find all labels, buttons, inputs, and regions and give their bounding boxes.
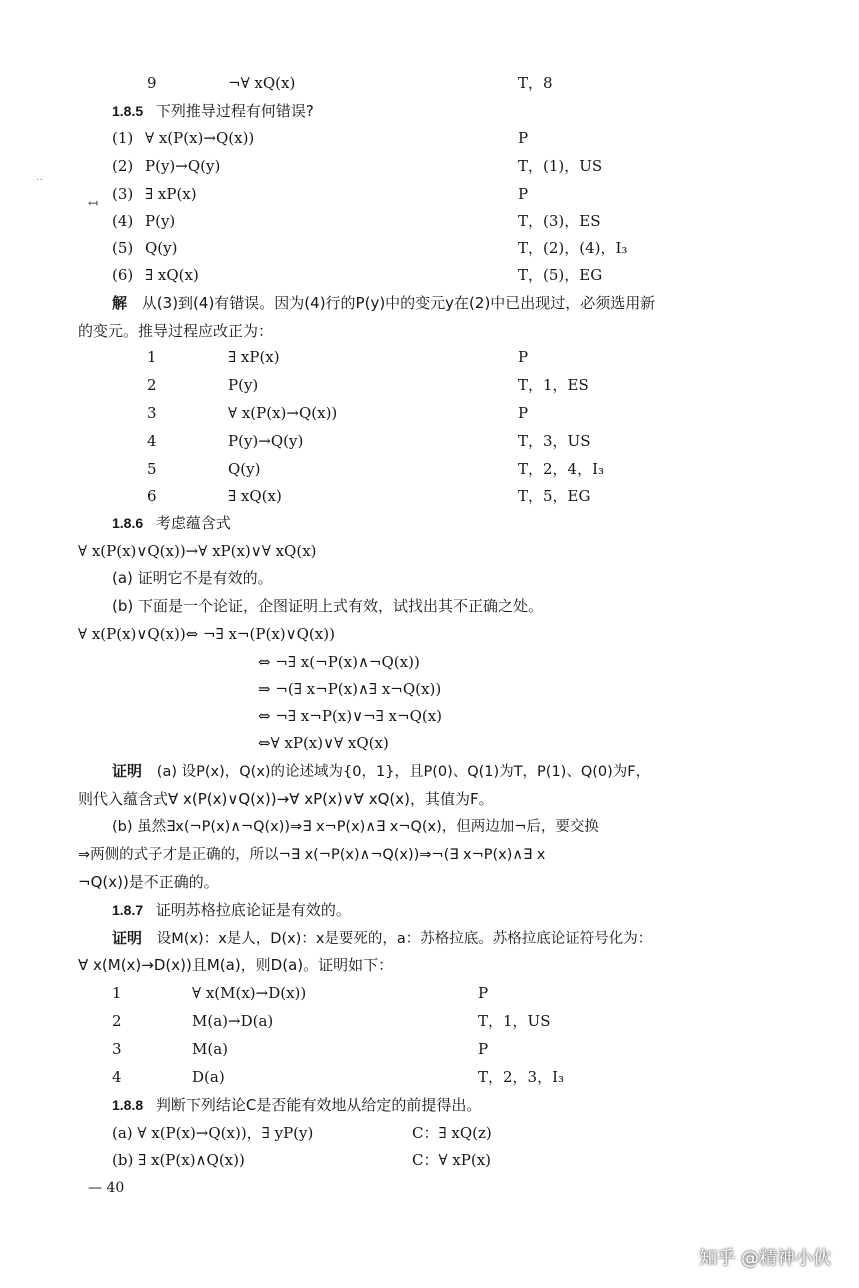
step-number: 9 bbox=[147, 74, 157, 92]
chain-line: ⇒ ¬(∃ x¬P(x)∧∃ x¬Q(x)) bbox=[258, 680, 442, 698]
step-formula: M(a) bbox=[192, 1040, 229, 1058]
step-formula: ∀ x(P(x)→Q(x)) bbox=[228, 404, 338, 422]
proof-line bbox=[112, 928, 652, 949]
step-formula: D(a) bbox=[192, 1068, 225, 1086]
step-formula: ∃ xQ(x) bbox=[228, 487, 282, 505]
step-rule: T，(2)，(4)，I₃ bbox=[518, 239, 628, 257]
solution-label: 解 bbox=[112, 294, 128, 312]
step-rule: P bbox=[518, 348, 529, 366]
step-rule: P bbox=[518, 404, 529, 422]
step-rule: T，2，3，I₃ bbox=[478, 1068, 565, 1086]
proof-label: 证明 bbox=[112, 929, 143, 947]
step-number: 3 bbox=[147, 404, 157, 422]
proof-text: ⇒两侧的式子才是正确的，所以¬∃ x(¬P(x)∧¬Q(x))⇒¬(∃ x¬P(x)∧∃ x bbox=[78, 847, 546, 863]
step-formula: ∀ x(M(x)→D(x)) bbox=[192, 984, 307, 1002]
step-formula: P(y)→Q(y) bbox=[145, 157, 221, 175]
premise-line: (b) ∃ x(P(x)∧Q(x)) bbox=[112, 1151, 245, 1169]
proof-text: 则代入蕴含式∀ x(P(x)∨Q(x))→∀ xP(x)∨∀ xQ(x)，其值为F。 bbox=[78, 790, 494, 808]
exercise-title: 考虑蕴含式 bbox=[155, 514, 231, 532]
proof-label: 证明 bbox=[112, 762, 143, 780]
step-number: 6 bbox=[147, 487, 157, 505]
step-number: 1 bbox=[147, 348, 157, 366]
step-number: (2) bbox=[112, 157, 134, 175]
step-number: (5) bbox=[112, 239, 134, 257]
exercise-number: 1.8.5 bbox=[112, 103, 144, 119]
step-formula: ∃ xQ(x) bbox=[145, 266, 199, 284]
proof-a-line bbox=[112, 761, 650, 782]
step-rule: T，5，EG bbox=[518, 487, 591, 505]
step-formula: M(a)→D(a) bbox=[192, 1012, 274, 1030]
chain-line: ⇔ ¬∃ x(¬P(x)∧¬Q(x)) bbox=[258, 653, 420, 671]
exercise-number: 1.8.8 bbox=[112, 1097, 144, 1113]
implication-formula: ∀ x(P(x)∨Q(x))→∀ xP(x)∨∀ xQ(x) bbox=[78, 542, 317, 560]
exercise-title: 证明苏格拉底论证是有效的。 bbox=[155, 901, 351, 919]
scan-mark: ‥ bbox=[36, 172, 43, 183]
step-rule: T，1，ES bbox=[518, 376, 589, 394]
proof-text: (a) 设P(x)，Q(x)的论述域为{0，1}，且P(0)、Q(1)为T，P(1)、Q(0)为F， bbox=[156, 764, 651, 780]
step-number: 3 bbox=[112, 1040, 122, 1058]
step-number: 4 bbox=[112, 1068, 122, 1086]
step-formula: Q(y) bbox=[228, 460, 261, 478]
chain-line: ⇔∀ xP(x)∨∀ xQ(x) bbox=[258, 734, 389, 752]
step-rule: T，2，4，I₃ bbox=[518, 460, 605, 478]
step-formula: P(y) bbox=[145, 212, 176, 230]
step-formula: ¬∀ xQ(x) bbox=[228, 74, 296, 92]
step-number: 2 bbox=[112, 1012, 122, 1030]
proof-text: ¬Q(x))是不正确的。 bbox=[78, 873, 219, 891]
part-a-text: (a) 证明它不是有效的。 bbox=[112, 569, 273, 587]
step-number: 4 bbox=[147, 432, 157, 450]
solution-text: 从(3)到(4)有错误。因为(4)行的P(y)中的变元y在(2)中已出现过，必须选用新 bbox=[141, 294, 656, 312]
step-rule: T，8 bbox=[518, 74, 553, 92]
proof-text: 设M(x)：x是人，D(x)：x是要死的，a：苏格拉底。苏格拉底论证符号化为： bbox=[156, 931, 653, 947]
step-formula: ∃ xP(x) bbox=[145, 185, 197, 203]
exercise-heading-1-8-7 bbox=[112, 900, 351, 920]
step-number: 2 bbox=[147, 376, 157, 394]
chain-line: ⇔ ¬∃ x¬P(x)∨¬∃ x¬Q(x) bbox=[258, 707, 443, 725]
step-formula: P(y) bbox=[228, 376, 259, 394]
exercise-heading-1-8-5 bbox=[112, 101, 314, 121]
step-formula: ∃ xP(x) bbox=[228, 348, 280, 366]
step-rule: P bbox=[478, 1040, 489, 1058]
step-number: (4) bbox=[112, 212, 134, 230]
exercise-title: 判断下列结论C是否能有效地从给定的前提得出。 bbox=[155, 1096, 482, 1114]
step-formula: ∀ x(P(x)→Q(x)) bbox=[145, 129, 255, 147]
exercise-number: 1.8.6 bbox=[112, 515, 144, 531]
step-rule: T，1，US bbox=[478, 1012, 551, 1030]
page-number: — 40 bbox=[88, 1180, 125, 1196]
exercise-heading-1-8-6 bbox=[112, 513, 231, 533]
step-rule: T，(3)，ES bbox=[518, 212, 601, 230]
proof-text: ∀ x(M(x)→D(x))且M(a)，则D(a)。证明如下： bbox=[78, 956, 394, 974]
conclusion-line: C：∀ xP(x) bbox=[412, 1151, 492, 1169]
step-rule: T，3，US bbox=[518, 432, 591, 450]
step-rule: P bbox=[518, 185, 529, 203]
solution-text: 的变元。推导过程应改正为： bbox=[78, 322, 274, 340]
step-number: (1) bbox=[112, 129, 134, 147]
step-number: 5 bbox=[147, 460, 157, 478]
premise-line: (a) ∀ x(P(x)→Q(x))，∃ yP(y) bbox=[112, 1124, 314, 1142]
exercise-number: 1.8.7 bbox=[112, 902, 144, 918]
zhihu-watermark: 知乎 @精神小伙 bbox=[699, 1248, 831, 1269]
solution-line bbox=[112, 293, 655, 313]
step-number: (6) bbox=[112, 266, 134, 284]
chain-line: ∀ x(P(x)∨Q(x))⇔ ¬∃ x¬(P(x)∨Q(x)) bbox=[78, 625, 335, 643]
step-rule: T，(1)，US bbox=[518, 157, 603, 175]
step-formula: Q(y) bbox=[145, 239, 178, 257]
step-number: (3) bbox=[112, 185, 134, 203]
step-rule: P bbox=[518, 129, 529, 147]
step-rule: T，(5)，EG bbox=[518, 266, 603, 284]
exercise-title: 下列推导过程有何错误? bbox=[155, 102, 314, 120]
exercise-heading-1-8-8 bbox=[112, 1095, 481, 1115]
scan-arrow-mark: ↤ bbox=[88, 196, 99, 210]
part-b-text: (b) 下面是一个论证，企图证明上式有效，试找出其不正确之处。 bbox=[112, 597, 543, 615]
step-rule: P bbox=[478, 984, 489, 1002]
step-number: 1 bbox=[112, 984, 122, 1002]
proof-text: (b) 虽然∃x(¬P(x)∧¬Q(x))⇒∃ x¬P(x)∧∃ x¬Q(x)，但两边加¬后，要交换 bbox=[112, 819, 599, 835]
conclusion-line: C：∃ xQ(z) bbox=[412, 1124, 492, 1142]
step-formula: P(y)→Q(y) bbox=[228, 432, 304, 450]
